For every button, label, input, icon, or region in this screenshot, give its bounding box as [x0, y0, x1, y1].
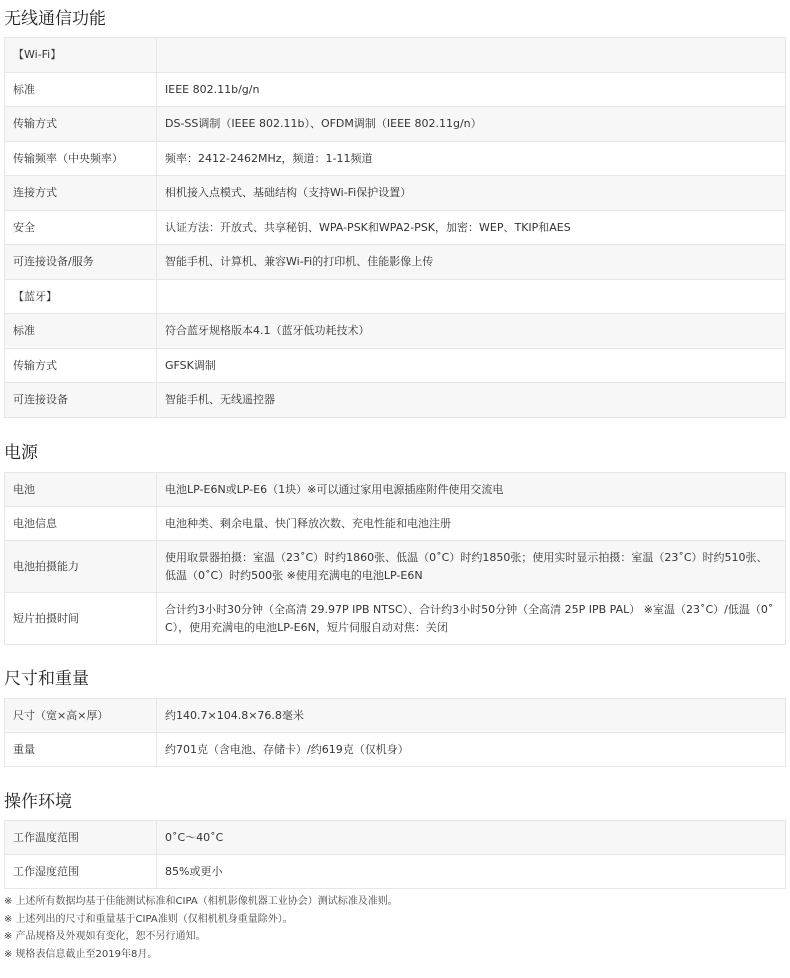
- section-title-size-weight: 尺寸和重量: [4, 669, 89, 689]
- spec-value: 频率：2412-2462MHz，频道：1-11频道: [157, 142, 786, 176]
- spec-key: 安全: [5, 211, 157, 245]
- size-weight-spec-table: [4, 698, 786, 767]
- spec-value: 相机接入点模式、基础结构（支持Wi-Fi保护设置）: [157, 176, 786, 211]
- table-row: [5, 541, 786, 593]
- spec-value: 约140.7×104.8×76.8毫米: [157, 699, 786, 733]
- table-row: [5, 211, 786, 245]
- spec-key: 【Wi-Fi】: [5, 38, 157, 73]
- footnote: ※ 产品规格及外观如有变化，恕不另行通知。: [4, 931, 206, 942]
- spec-value: 智能手机、计算机、兼容Wi-Fi的打印机、佳能影像上传: [157, 245, 786, 280]
- table-row: [5, 593, 786, 645]
- spec-value: 使用取景器拍摄：室温（23˚C）时约1860张、低温（0˚C）时约1850张；使用实时显示拍摄：室温（23˚C）时约510张、低温（0˚C）时约500张 ※使用充满电的电池LP-E6N: [157, 541, 786, 593]
- spec-key: 短片拍摄时间: [5, 593, 157, 645]
- spec-key: 标准: [5, 73, 157, 107]
- spec-value: 认证方法：开放式、共享秘钥、WPA-PSK和WPA2-PSK，加密：WEP、TKIP和AES: [157, 211, 786, 245]
- section-title-power: 电源: [4, 443, 38, 463]
- footnote: ※ 上述列出的尺寸和重量基于CIPA准则（仅相机机身重量除外）。: [4, 913, 293, 925]
- spec-value: GFSK调制: [157, 349, 786, 383]
- spec-key: 电池信息: [5, 507, 157, 541]
- footnotes: [4, 893, 786, 963]
- section-title-environment: 操作环境: [4, 792, 72, 812]
- table-row: [5, 473, 786, 507]
- table-row: [5, 245, 786, 280]
- spec-key: 尺寸（宽×高×厚）: [5, 699, 157, 733]
- table-row: [5, 280, 786, 314]
- spec-key: 可连接设备: [5, 383, 157, 418]
- table-row: [5, 176, 786, 211]
- spec-value: [157, 38, 786, 73]
- table-row: [5, 821, 786, 855]
- spec-key: 传输方式: [5, 349, 157, 383]
- wireless-spec-table: [4, 37, 786, 418]
- table-row: [5, 507, 786, 541]
- spec-value: 0˚C～40˚C: [157, 821, 786, 855]
- table-row: [5, 733, 786, 767]
- spec-key: 工作温度范围: [5, 821, 157, 855]
- spec-key: 连接方式: [5, 176, 157, 211]
- power-spec-table: [4, 472, 786, 645]
- spec-value: 符合蓝牙规格版本4.1（蓝牙低功耗技术）: [157, 314, 786, 349]
- environment-spec-table: [4, 820, 786, 889]
- spec-key: 重量: [5, 733, 157, 767]
- footnote: ※ 上述所有数据均基于佳能测试标准和CIPA（相机影像机器工业协会）测试标准及准则。: [4, 896, 398, 907]
- table-row: [5, 314, 786, 349]
- spec-value: 85%或更小: [157, 855, 786, 889]
- spec-value: 电池LP-E6N或LP-E6（1块）※可以通过家用电源插座附件使用交流电: [157, 473, 786, 507]
- spec-key: 传输方式: [5, 107, 157, 142]
- table-row: [5, 107, 786, 142]
- spec-key: 【蓝牙】: [5, 280, 157, 314]
- spec-key: 工作湿度范围: [5, 855, 157, 889]
- spec-key: 标准: [5, 314, 157, 349]
- spec-value: [157, 280, 786, 314]
- spec-key: 电池拍摄能力: [5, 541, 157, 593]
- table-row: [5, 699, 786, 733]
- spec-value: 合计约3小时30分钟（全高清 29.97P IPB NTSC）、合计约3小时50分钟（全高清 25P IPB PAL） ※室温（23˚C）/低温（0˚C），使用充满电的电池LP-E6N，短片伺服自动对焦：关闭: [157, 593, 786, 645]
- table-row: [5, 38, 786, 73]
- spec-value: 智能手机、无线遥控器: [157, 383, 786, 418]
- table-row: [5, 142, 786, 176]
- spec-key: 传输频率（中央频率）: [5, 142, 157, 176]
- spec-value: IEEE 802.11b/g/n: [157, 73, 786, 107]
- table-row: [5, 383, 786, 418]
- table-row: [5, 349, 786, 383]
- table-row: [5, 855, 786, 889]
- table-row: [5, 73, 786, 107]
- spec-value: DS-SS调制（IEEE 802.11b）、OFDM调制（IEEE 802.11g/n）: [157, 107, 786, 142]
- section-title-wireless: 无线通信功能: [4, 9, 106, 29]
- spec-value: 电池种类、剩余电量、快门释放次数、充电性能和电池注册: [157, 507, 786, 541]
- footnote: ※ 规格表信息截止至2019年8月。: [4, 948, 158, 960]
- spec-value: 约701克（含电池、存储卡）/约619克（仅机身）: [157, 733, 786, 767]
- spec-key: 电池: [5, 473, 157, 507]
- spec-key: 可连接设备/服务: [5, 245, 157, 280]
